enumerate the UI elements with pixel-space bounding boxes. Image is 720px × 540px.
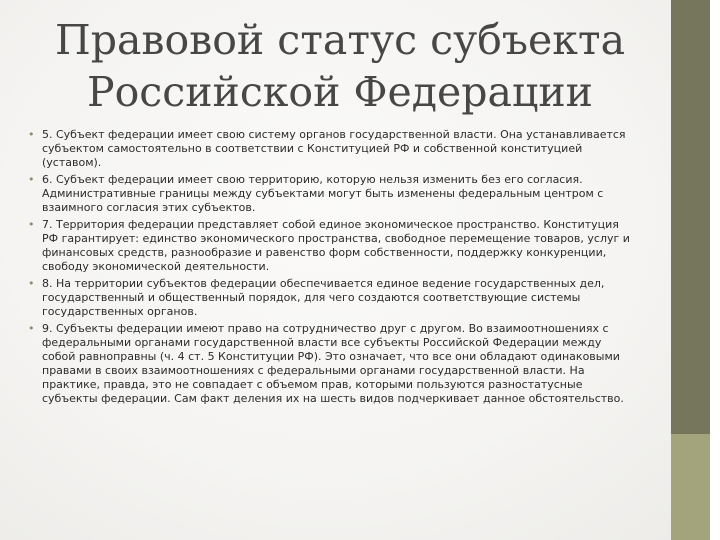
bullet-text: 8. На территории субъектов федерации обеспечивается единое ведение государственных дел, государственный и общественный порядок, для чего создаются соответствующие системы государственных органов. [42,277,605,318]
bullet-text: 5. Субъект федерации имеет свою систему органов государственной власти. Она устанавливается субъектом самостоятельно в соответствии с Конституцией РФ и собственной конституцией (уставом). [42,128,626,169]
bullet-icon: • [28,173,35,186]
bullet-list [22,128,630,409]
bullet-icon: • [28,128,35,141]
bullet-text: 6. Субъект федерации имеет свою территорию, которую нельзя изменить без его согласия. Административные границы между субъектами могут быть изменены федеральным центром с взаимного согласия этих субъектов. [42,173,604,214]
accent-bar-light [671,434,710,540]
slide-title [20,14,660,118]
bullet-item-7 [22,218,630,274]
bullet-item-9 [22,322,630,406]
slide-title-line-1: Правовой статус субъекта [54,16,626,64]
bullet-icon: • [28,277,35,290]
bullet-text: 9. Субъекты федерации имеют право на сотрудничество друг с другом. Во взаимоотношениях с федеральными органами государственной власти все субъекты Российской Федерации между собой равноправны (ч. 4 ст. 5 Конституции РФ). Это означает, что все они обладают одинаковыми правами в своих взаимоотношениях с федеральными органами государственной власти. На практике, правда, это не совпадает с объемом прав, которыми пользуются разностатусные субъекты федерации. Сам факт деления их на шесть видов подчеркивает данное обстоятельство. [42,322,624,405]
accent-bar-dark [671,0,710,434]
bullet-icon: • [28,218,35,231]
bullet-text: 7. Территория федерации представляет собой единое экономическое пространство. Конституция РФ гарантирует: единство экономического пространства, свободное перемещение товаров, услуг и финансовых средств, разнообразие и равенство форм собственности, поддержку конкуренции, свободу экономической деятельности. [42,218,630,273]
bullet-icon: • [28,322,35,335]
bullet-item-5 [22,128,630,170]
slide-title-line-2: Российской Федерации [87,68,593,116]
bullet-item-6 [22,173,630,215]
bullet-item-8 [22,277,630,319]
